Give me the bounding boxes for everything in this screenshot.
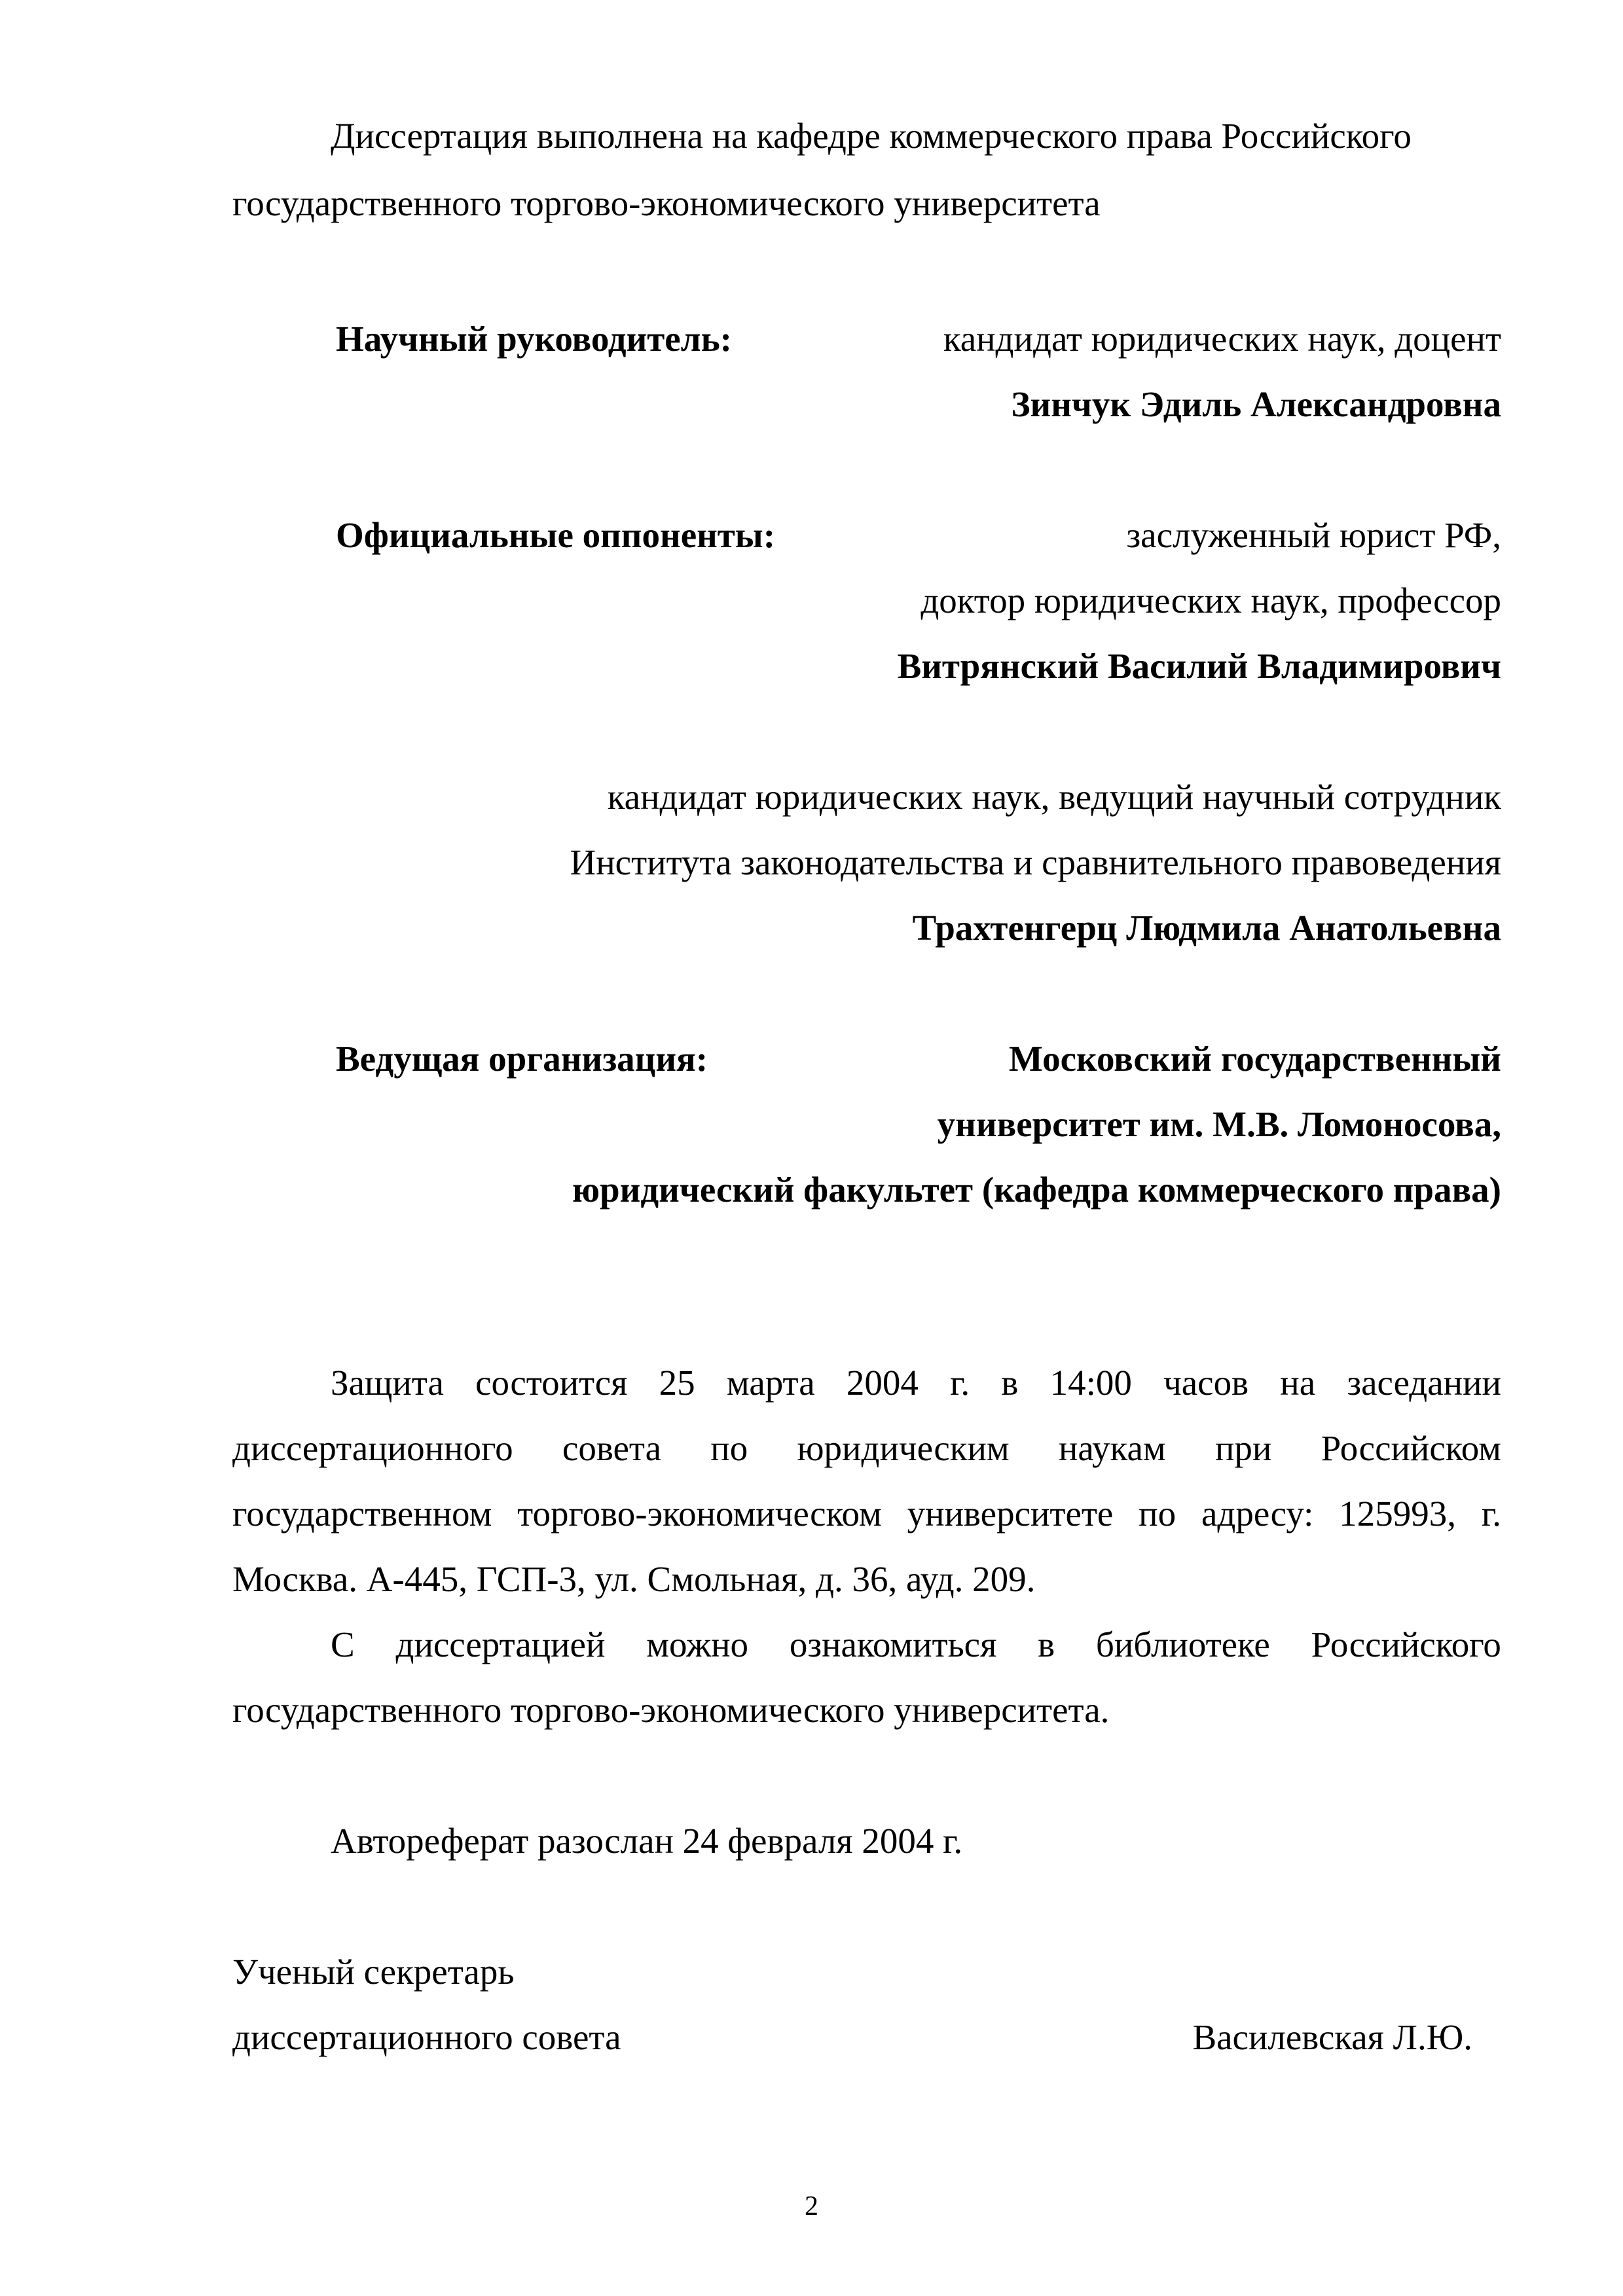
defense-word: 14:00	[1049, 1363, 1132, 1403]
intro-line-1: Диссертация выполнена на кафедре коммерческого права Российского	[331, 116, 1412, 156]
opponent-1-line-1: заслуженный юрист РФ,	[1126, 515, 1501, 555]
defense-line-2	[232, 1430, 1501, 1466]
defense-word: совета	[562, 1428, 661, 1468]
library-word: С	[331, 1624, 355, 1664]
defense-word: часов	[1163, 1363, 1249, 1403]
defense-word: г.	[1481, 1494, 1501, 1534]
library-word: можно	[646, 1624, 749, 1664]
secretary-line-1: Ученый секретарь	[232, 1952, 515, 1992]
page-number: 2	[805, 2191, 818, 2221]
defense-word: Российском	[1321, 1428, 1501, 1468]
opponent-1-name: Витрянский Василий Владимирович	[897, 646, 1501, 686]
secretary-line-2: диссертационного совета	[232, 2017, 621, 2057]
defense-word: 2004	[846, 1363, 919, 1403]
defense-line-1	[331, 1365, 1501, 1401]
defense-word: Защита	[331, 1363, 444, 1403]
intro-line-2: государственного торгово-экономического университета	[232, 183, 1101, 223]
defense-word: по	[710, 1428, 748, 1468]
library-line-1	[331, 1626, 1501, 1662]
supervisor-label: Научный руководитель:	[336, 319, 732, 359]
defense-word: марта	[726, 1363, 815, 1403]
defense-word: по	[1139, 1494, 1176, 1534]
leading-org-line-2: университет им. М.В. Ломоносова,	[937, 1104, 1501, 1144]
library-line-2: государственного торгово-экономического университета.	[232, 1690, 1110, 1730]
defense-word: 25	[659, 1363, 695, 1403]
defense-word: г.	[950, 1363, 970, 1403]
supervisor-name: Зинчук Эдиль Александровна	[1011, 384, 1501, 424]
defense-word: на	[1280, 1363, 1316, 1403]
defense-word: заседании	[1347, 1363, 1501, 1403]
opponent-2-name: Трахтенгерц Людмила Анатольевна	[912, 908, 1501, 948]
abstract-sent: Автореферат разослан 24 февраля 2004 г.	[331, 1821, 963, 1861]
library-word: диссертацией	[395, 1624, 606, 1664]
library-word: ознакомиться	[789, 1624, 997, 1664]
defense-word: в	[1001, 1363, 1019, 1403]
leading-org-line-1: Московский государственный	[1008, 1039, 1501, 1079]
opponent-2-line-2: Института законодательства и сравнительного правоведения	[570, 842, 1501, 882]
opponent-2-line-1: кандидат юридических наук, ведущий научный сотрудник	[607, 777, 1501, 817]
opponent-1-line-2: доктор юридических наук, профессор	[921, 581, 1501, 620]
library-word: Российского	[1311, 1624, 1501, 1664]
defense-word: адресу:	[1201, 1494, 1314, 1534]
opponents-label: Официальные оппоненты:	[336, 515, 776, 555]
defense-word: наукам	[1059, 1428, 1166, 1468]
defense-word: диссертационного	[232, 1428, 513, 1468]
defense-word: 125993,	[1339, 1494, 1456, 1534]
library-word: библиотеке	[1095, 1624, 1270, 1664]
defense-line-4: Москва. А-445, ГСП-3, ул. Смольная, д. 36, ауд. 209.	[232, 1559, 1036, 1599]
defense-word: при	[1214, 1428, 1272, 1468]
defense-line-3	[232, 1496, 1501, 1532]
secretary-name: Василевская Л.Ю.	[1192, 2017, 1472, 2057]
library-word: в	[1038, 1624, 1055, 1664]
leading-org-line-3: юридический факультет (кафедра коммерческого права)	[572, 1170, 1501, 1210]
defense-word: состоится	[475, 1363, 628, 1403]
defense-word: государственном	[232, 1494, 492, 1534]
defense-word: университете	[907, 1494, 1114, 1534]
defense-word: юридическим	[797, 1428, 1010, 1468]
leading-org-label: Ведущая организация:	[336, 1039, 708, 1079]
defense-word: торгово-экономическом	[517, 1494, 882, 1534]
supervisor-title: кандидат юридических наук, доцент	[943, 319, 1501, 359]
